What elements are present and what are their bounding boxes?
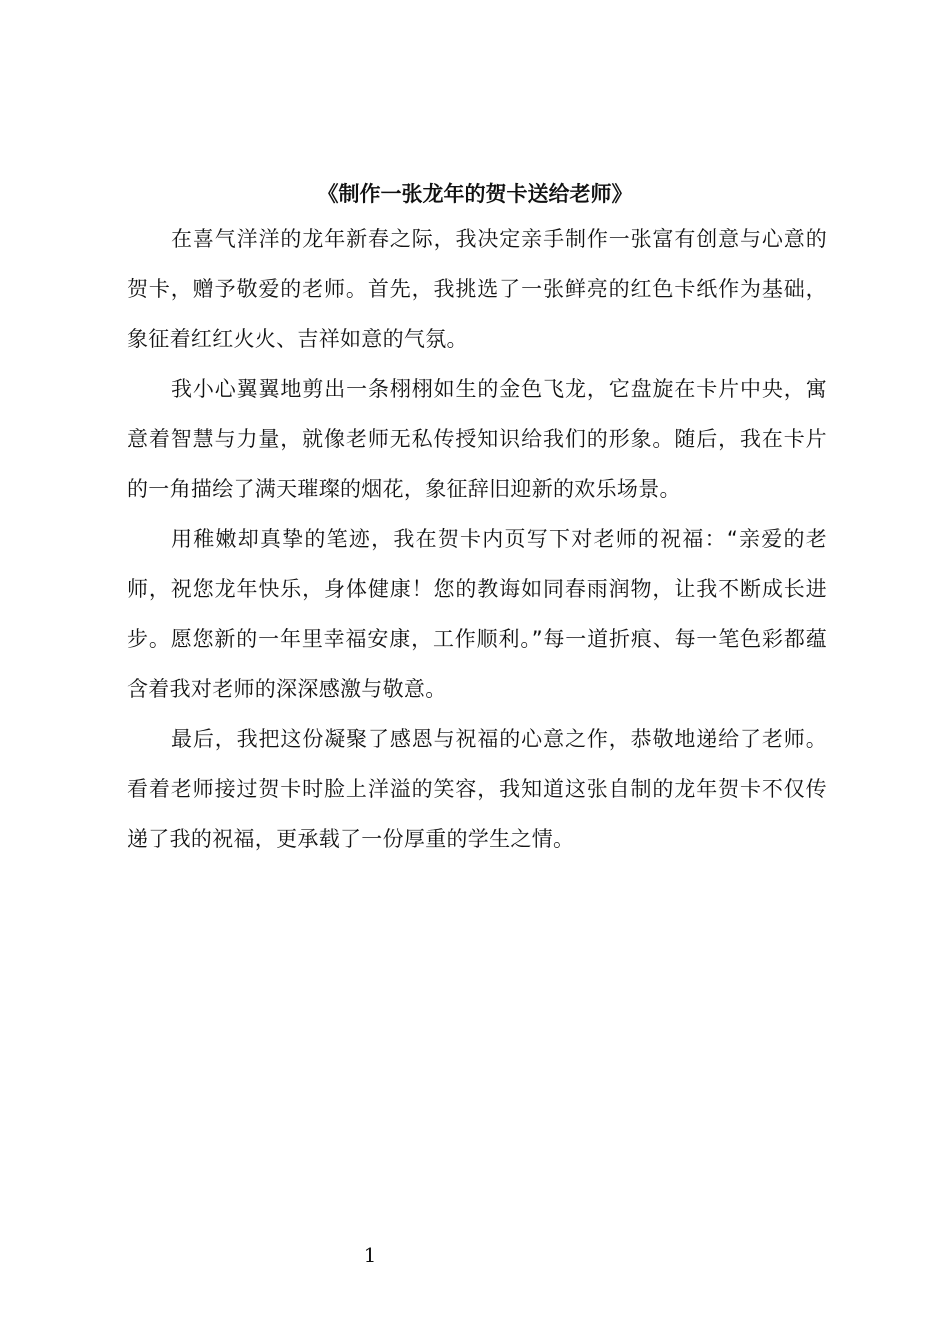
paragraph-2: 我小心翼翼地剪出一条栩栩如生的金色飞龙，它盘旋在卡片中央，寓意着智慧与力量，就像老师无私传授知识给我们的形象。随后，我在卡片的一角描绘了满天璀璨的烟花，象征辞旧迎新的欢乐场景。 <box>127 377 827 501</box>
page-number: 1 <box>363 1243 377 1267</box>
paragraph-3: 用稚嫩却真挚的笔迹，我在贺卡内页写下对老师的祝福：“亲爱的老师，祝您龙年快乐，身体健康！您的教诲如同春雨润物，让我不断成长进步。愿您新的一年里幸福安康，工作顺利。”每一道折痕、每一笔色彩都蕴含着我对老师的深深感激与敬意。 <box>127 527 827 701</box>
paragraph-4: 最后，我把这份凝聚了感恩与祝福的心意之作，恭敬地递给了老师。看着老师接过贺卡时脸上洋溢的笑容，我知道这张自制的龙年贺卡不仅传递了我的祝福，更承载了一份厚重的学生之情。 <box>127 727 827 851</box>
paragraph-1: 在喜气洋洋的龙年新春之际，我决定亲手制作一张富有创意与心意的贺卡，赠予敬爱的老师。首先，我挑选了一张鲜亮的红色卡纸作为基础，象征着红红火火、吉祥如意的气氛。 <box>127 227 827 351</box>
document-title: 《制作一张龙年的贺卡送给老师》 <box>317 182 633 206</box>
document-body <box>127 214 827 864</box>
